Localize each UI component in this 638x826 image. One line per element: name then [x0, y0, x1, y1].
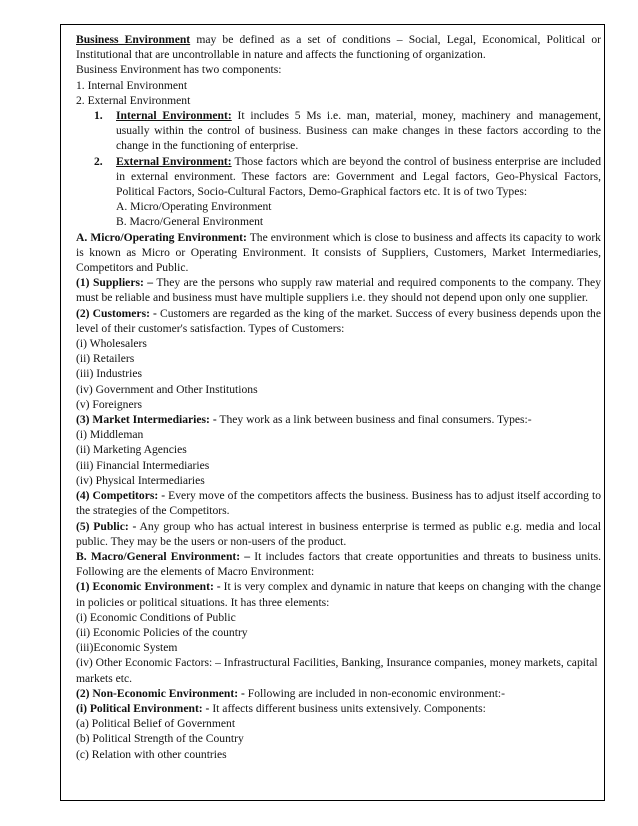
micro-heading: A. Micro/Operating Environment:: [76, 230, 247, 244]
item-number: 2.: [94, 154, 103, 168]
macro-heading: B. Macro/General Environment: –: [76, 549, 251, 563]
item-heading: External Environment:: [116, 154, 232, 168]
components-intro: Business Environment has two components:: [76, 63, 282, 77]
list-item: (i) Wholesalers: [76, 337, 147, 351]
intermediaries-paragraph: [76, 412, 601, 427]
list-item: (iii) Industries: [76, 367, 143, 381]
numbered-item-external: [76, 154, 601, 200]
component-item: 2. External Environment: [76, 93, 191, 107]
list-item: (iii)Economic System: [76, 641, 178, 655]
list-item: (b) Political Strength of the Country: [76, 732, 244, 746]
micro-text: The environment which is close to business and affects its capacity to work is known as Micro or Operating Environment. It consists of Suppliers, Customers, Market Intermediaries, Competitors and Public.: [76, 230, 601, 275]
customers-text: Customers are regarded as the king of the market. Success of every business depends upon the level of their customer's satisfaction. Types of Customers:: [76, 306, 601, 335]
non-economic-paragraph: [76, 686, 601, 701]
external-type-item: B. Macro/General Environment: [116, 215, 264, 229]
list-item: (c) Relation with other countries: [76, 747, 227, 761]
item-heading: Internal Environment:: [116, 109, 232, 123]
customers-heading: (2) Customers: -: [76, 306, 157, 320]
customers-paragraph: [76, 306, 601, 336]
intro-text: may be defined as a set of conditions – Social, Legal, Economical, Political or Institutional that are uncontrollable in nature and affects the functioning of organization.: [76, 33, 601, 62]
list-item: (iv) Government and Other Institutions: [76, 382, 258, 396]
intro-paragraph: [76, 32, 601, 62]
component-item: 1. Internal Environment: [76, 78, 188, 92]
list-item: (iii) Financial Intermediaries: [76, 458, 210, 472]
intermediaries-heading: (3) Market Intermediaries: -: [76, 413, 217, 427]
suppliers-paragraph: [76, 275, 601, 305]
list-item: (i) Middleman: [76, 428, 144, 442]
list-item: (iv) Physical Intermediaries: [76, 473, 205, 487]
external-type-item: A. Micro/Operating Environment: [116, 200, 272, 214]
intro-term: Business Environment: [76, 33, 191, 46]
list-item: (i) Economic Conditions of Public: [76, 610, 236, 624]
suppliers-text: They are the persons who supply raw material and required components to the company. They must be reliable and business must have multiple suppliers i.e. they should not depend upon only one supplier.: [76, 276, 602, 305]
list-item: (iv) Other Economic Factors: – Infrastructural Facilities, Banking, Insurance companies, money markets, capital markets etc.: [76, 656, 598, 685]
suppliers-heading: (1) Suppliers: –: [76, 276, 154, 290]
list-item: (ii) Economic Policies of the country: [76, 625, 248, 639]
list-item: (ii) Retailers: [76, 352, 135, 366]
political-heading: (i) Political Environment: -: [76, 701, 210, 715]
list-item: (v) Foreigners: [76, 397, 143, 411]
competitors-paragraph: [76, 488, 601, 518]
public-paragraph: [76, 519, 601, 549]
competitors-heading: (4) Competitors: -: [76, 489, 166, 503]
list-item: (a) Political Belief of Government: [76, 717, 236, 731]
item-text: Those factors which are beyond the control of business enterprise are included in external environment. These factors are: Government and Legal factors, Geo-Physical Factors, Political Factors, Socio-Cultural Factors, Demo-Graphical factors etc. It is of two Types:: [116, 154, 601, 199]
item-number: 1.: [94, 109, 103, 123]
non-economic-text: Following are included in non-economic environment:-: [244, 686, 506, 700]
competitors-text: Every move of the competitors affects the business. Business has to adjust itself according to the strategies of the Competitors.: [76, 489, 601, 518]
item-text: It includes 5 Ms i.e. man, material, money, machinery and management, usually within the control of business. Business can make changes in these factors according to the change in the functioning of enterprise.: [116, 109, 601, 153]
public-heading: (5) Public: -: [76, 519, 137, 533]
document-body: [76, 32, 601, 762]
political-paragraph: [76, 701, 601, 716]
list-item: (ii) Marketing Agencies: [76, 443, 187, 457]
numbered-item-internal: [76, 108, 601, 154]
economic-heading: (1) Economic Environment: -: [76, 580, 221, 594]
intermediaries-text: They work as a link between business and final consumers. Types:-: [216, 413, 532, 427]
non-economic-heading: (2) Non-Economic Environment: -: [76, 686, 245, 700]
micro-paragraph: [76, 230, 601, 276]
political-text: It affects different business units extensively. Components:: [209, 701, 486, 715]
macro-text: It includes factors that create opportunities and threats to business units. Following are the elements of Macro Environment:: [76, 549, 601, 579]
macro-paragraph: [76, 549, 601, 579]
economic-text: It is very complex and dynamic in nature that keeps on changing with the change in policies or political situations. It has three elements:: [76, 580, 601, 609]
public-text: Any group who has actual interest in business enterprise is termed as public e.g. media and local public. They may be the users or non-users of the product.: [76, 519, 601, 548]
economic-paragraph: [76, 579, 601, 609]
